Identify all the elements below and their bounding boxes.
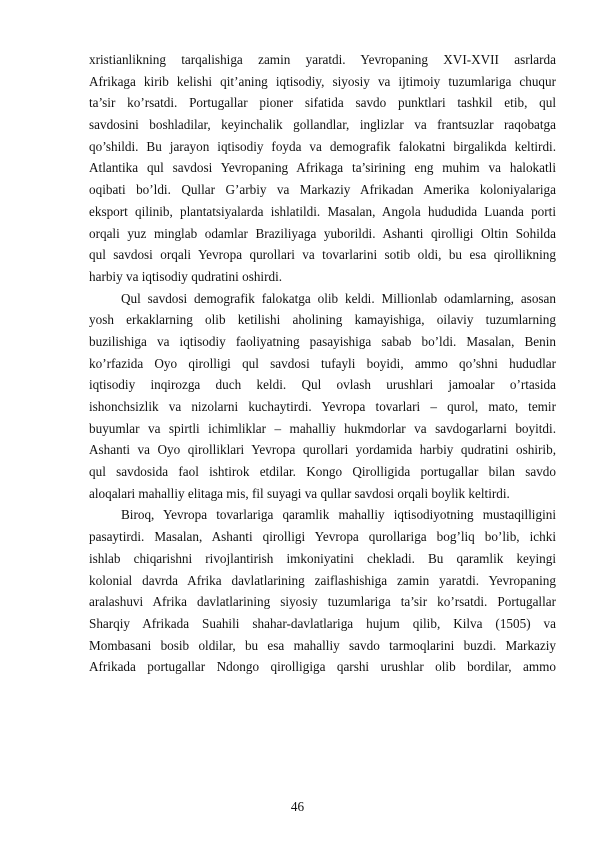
text-line: ta’sir ko’rsatdi. Portugallar pioner sifatida savdo punktlari tashkil etib, qul (89, 95, 556, 111)
text-line: Afrikaga kirib kelishi qit’aning iqtisodiy, siyosiy va ijtimoiy tuzumlariga chuqur (89, 73, 556, 89)
text-line: Atlantika qul savdosi Yevropaning Afrikaga ta’sirining eng muhim va halokatli (89, 160, 556, 176)
text-line: buzilishiga va iqtisodiy faoliyatning pasayishiga sabab bo’ldi. Masalan, Benin (89, 333, 556, 349)
text-line: iqtisodiy inqirozga duch keldi. Qul ovlash urushlari jamoalar o’rtasida (89, 377, 556, 393)
text-line: ko’rfazida Oyo qirolligi qul savdosi tufayli boyidi, ammo qo’shni hududlar (89, 355, 556, 371)
paragraph-3 (89, 504, 556, 678)
text-line: qo’shildi. Bu jarayon iqtisodiy foyda va demografik falokatni birgalikda keltirdi. (89, 138, 556, 154)
text-line: Afrikada portugallar Ndongo qirolligiga qarshi urushlar olib bordilar, ammo (89, 659, 556, 675)
text-line: aloqalari mahalliy elitaga mis, fil suyagi va qullar savdosi orqali boylik keltirdi. (89, 485, 510, 501)
text-line: Sharqiy Afrikada Suahili shahar-davlatlariga hujum qilib, Kilva (1505) va (89, 615, 556, 631)
page-number: 46 (290, 799, 305, 814)
text-line: harbiy va iqtisodiy qudratini oshirdi. (89, 268, 283, 284)
text-line: Biroq, Yevropa tovarlariga qaramlik mahalliy iqtisodiyotning mustaqilligini (121, 507, 556, 523)
text-line: qul savdosi orqali Yevropa qurollari va tovarlarini sotib oldi, bu esa qirollikning (89, 247, 556, 263)
text-line: savdosini boshladilar, keyinchalik gollandlar, inglizlar va frantsuzlar raqobatga (89, 117, 556, 133)
text-line: oqibati bo’ldi. Qullar G’arbiy va Markaziy Afrikadan Amerika koloniyalariga (89, 182, 556, 198)
text-line: Mombasani bosib oldilar, bu esa mahalliy savdo tarmoqlarini buzdi. Markaziy (89, 637, 556, 653)
paragraph-2 (89, 288, 556, 505)
text-line: xristianlikning tarqalishiga zamin yaratdi. Yevropaning XVI-XVII asrlarda (89, 52, 556, 67)
text-line: aralashuvi Afrika davlatlarining siyosiy tuzumlariga ta’sir ko’rsatdi. Portugallar (89, 594, 556, 610)
text-line: orqali yuz minglab odamlar Braziliyaga yuborildi. Ashanti qirolligi Oltin Sohilda (89, 225, 556, 241)
text-line: yosh erkaklarning olib ketilishi aholining kamayishiga, oilaviy tuzumlarning (89, 312, 556, 328)
text-line: buyumlar va spirtli ichimliklar – mahalliy hukmdorlar va savdogarlarni boyitdi. (89, 420, 556, 436)
text-line: ishlab chiqarishni rivojlantirish imkoniyatini chekladi. Bu qaramlik keyingi (89, 550, 556, 566)
text-line: Qul savdosi demografik falokatga olib keldi. Millionlab odamlarning, asosan (121, 290, 556, 306)
paragraph-1 (89, 49, 556, 288)
text-line: Ashanti va Oyo qirolliklari Yevropa qurollari yordamida harbiy qudratini oshirib, (89, 442, 556, 458)
page-body (89, 49, 556, 678)
text-line: pasaytirdi. Masalan, Ashanti qirolligi Yevropa qurollariga bog’liq bo’lib, ichki (89, 529, 556, 545)
text-line: eksport qilinib, plantatsiyalarda ishlatildi. Masalan, Angola hududida Luanda porti (89, 203, 556, 219)
text-line: kolonial davrda Afrika davlatlarining zaiflashishiga zamin yaratdi. Yevropaning (89, 572, 556, 588)
text-line: ishonchsizlik va nizolarni kuchaytirdi. Yevropa tovarlari – qurol, mato, temir (89, 399, 556, 414)
text-line: qul savdosida faol ishtirok etdilar. Kongo Qirolligida portugallar bilan savdo (89, 464, 556, 480)
